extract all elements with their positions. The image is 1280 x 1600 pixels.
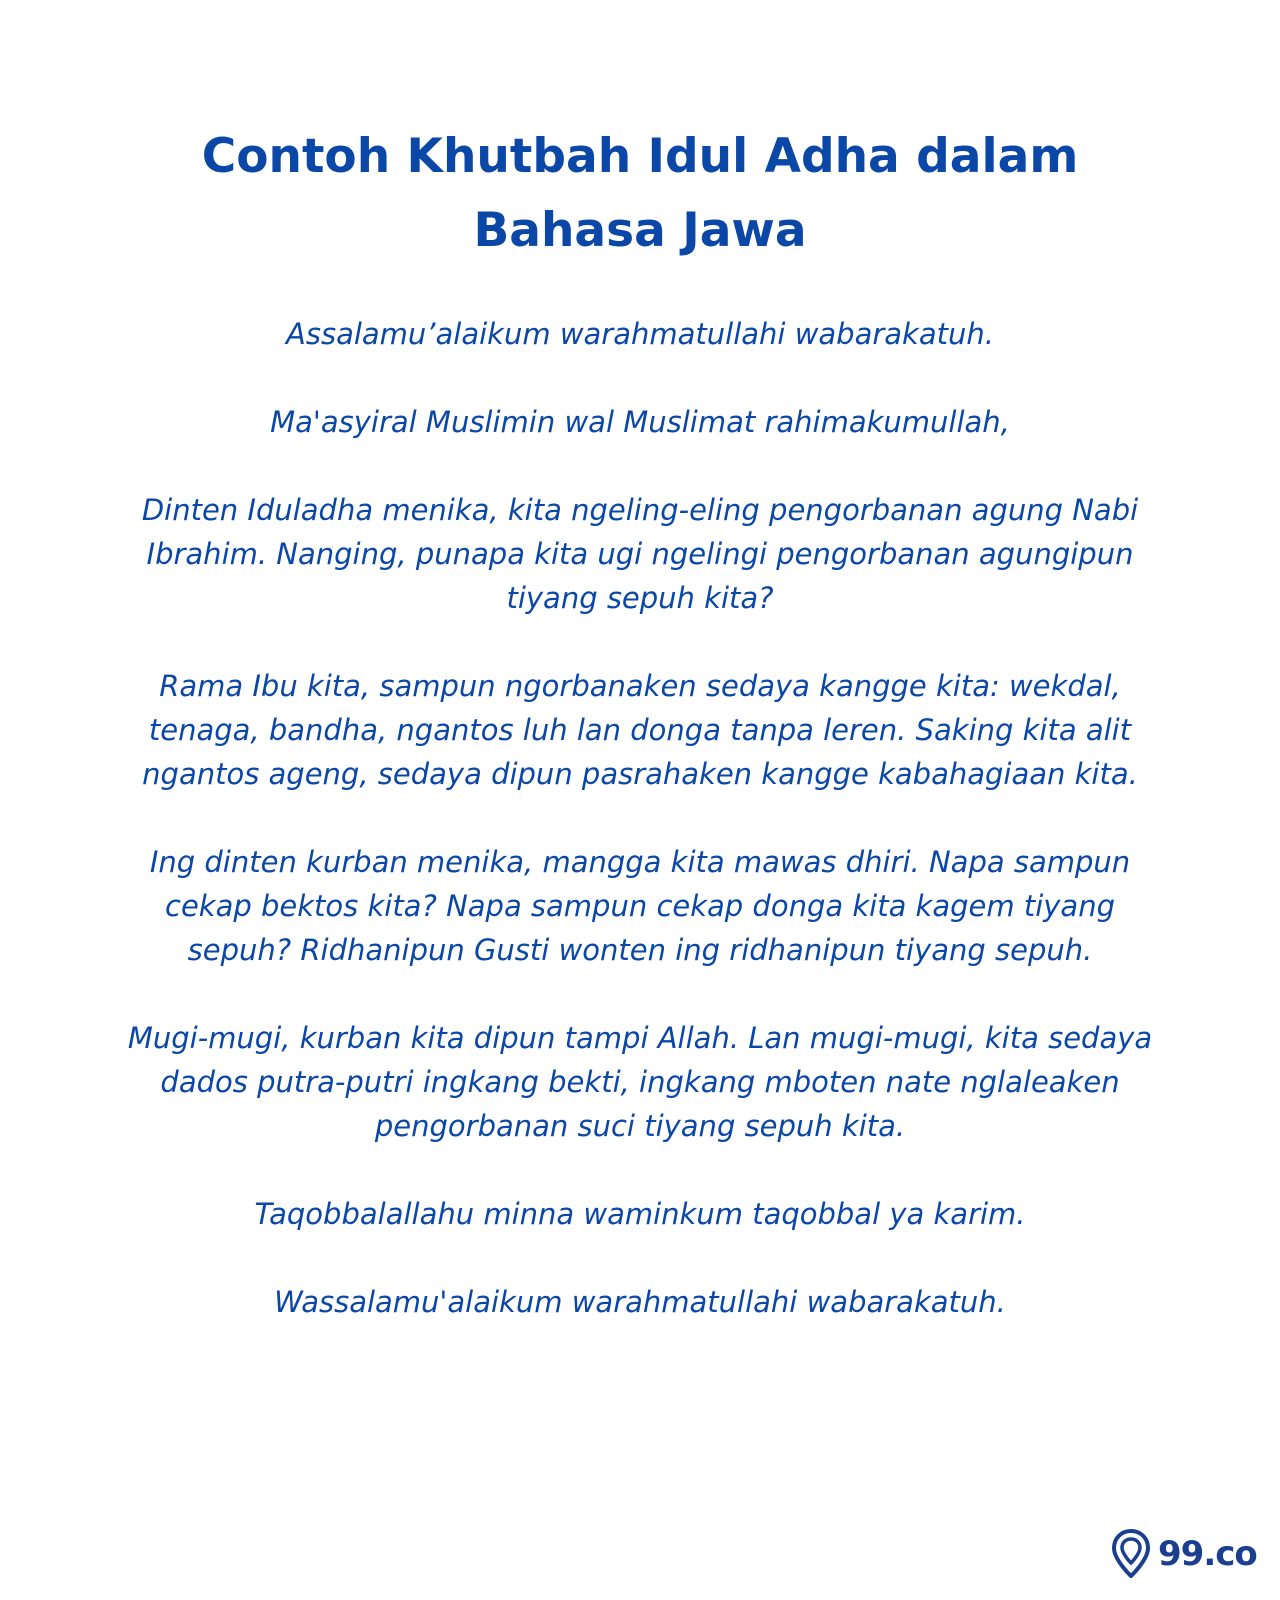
paragraph-greeting: Assalamu’alaikum warahmatullahi wabarakatuh. (286, 317, 994, 351)
page-title: Contoh Khutbah Idul Adha dalam Bahasa Jawa (201, 129, 1079, 258)
paragraph-1: Dinten Iduladha menika, kita ngeling-eling pengorbanan agung Nabi Ibrahim. Nanging, punapa kita ugi ngelingi pengorbanan agungipun tiyang sepuh kita? (141, 493, 1139, 615)
logo-text: 99.co (1158, 1534, 1257, 1574)
paragraph-prayer: Taqobbalallahu minna waminkum taqobbal ya karim. (254, 1197, 1026, 1231)
paragraph-address: Ma'asyiral Muslimin wal Muslimat rahimakumullah, (270, 405, 1010, 439)
paragraph-3: Ing dinten kurban menika, mangga kita mawas dhiri. Napa sampun cekap bektos kita? Napa sampun cekap donga kita kagem tiyang sepuh? Ridhanipun Gusti wonten ing ridhanipun tiyang sepuh. (149, 845, 1131, 967)
paragraph-closing: Wassalamu'alaikum warahmatullahi wabarakatuh. (274, 1285, 1006, 1319)
khutbah-body (110, 312, 1170, 1368)
location-pin-icon (1110, 1528, 1152, 1580)
brand-logo (1110, 1526, 1260, 1582)
paragraph-2: Rama Ibu kita, sampun ngorbanaken sedaya kangge kita: wekdal, tenaga, bandha, ngantos luh lan donga tanpa leren. Saking kita alit ngantos ageng, sedaya dipun pasrahaken kangge kabahagiaan kita. (142, 669, 1138, 791)
paragraph-4: Mugi-mugi, kurban kita dipun tampi Allah. Lan mugi-mugi, kita sedaya dados putra-putri ingkang bekti, ingkang mboten nate nglaleaken pengorbanan suci tiyang sepuh kita. (127, 1021, 1153, 1143)
